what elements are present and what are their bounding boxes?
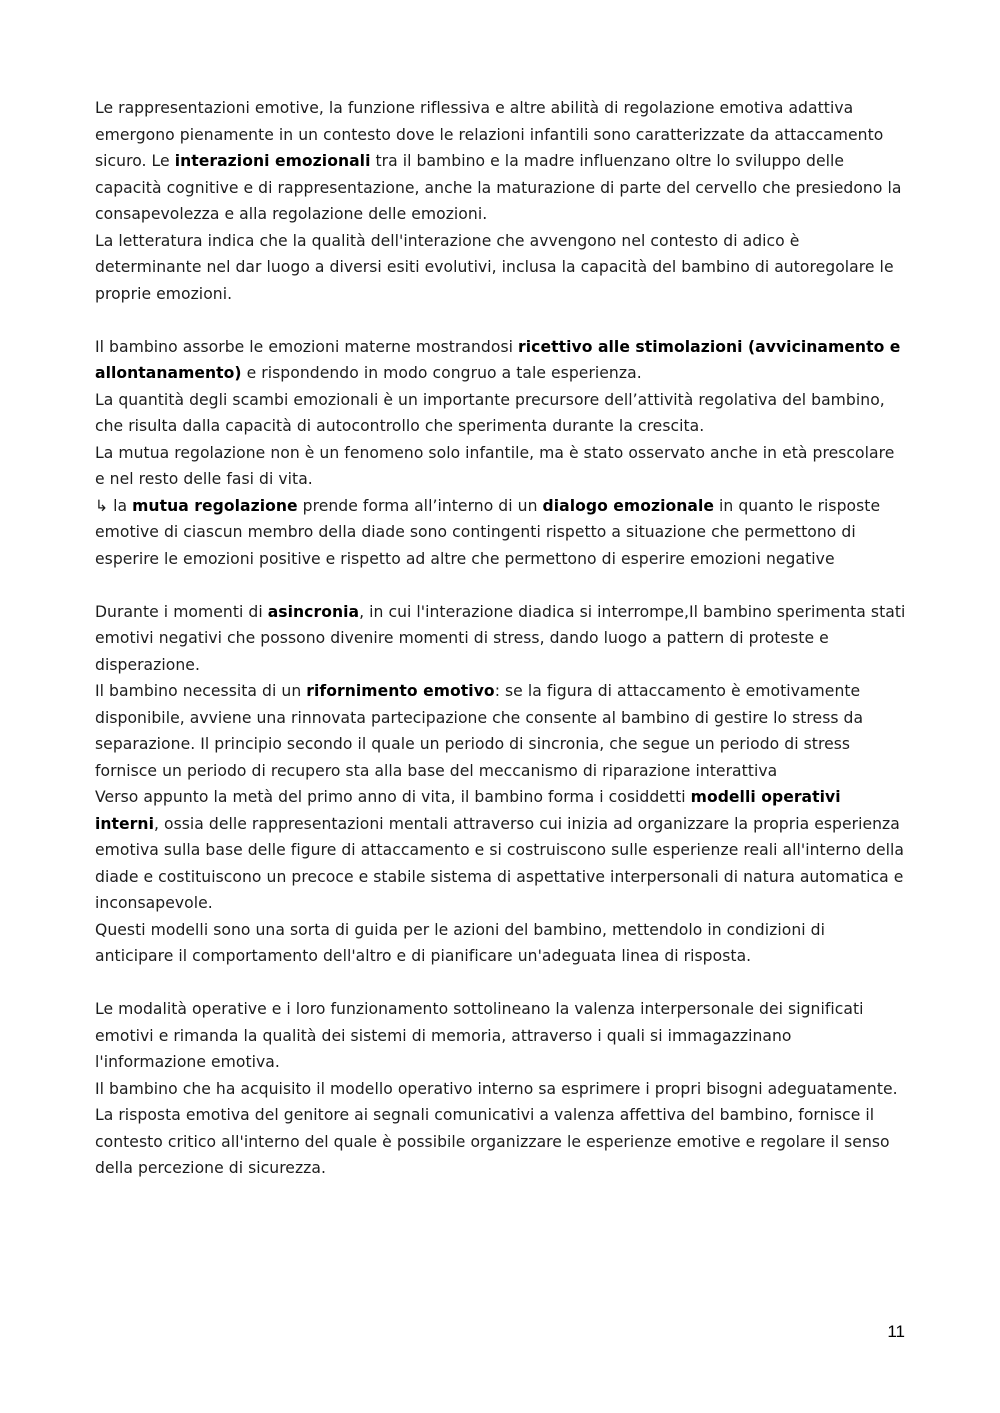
paragraph [95,440,907,493]
page-number: 11 [887,1322,905,1341]
text-run: Le modalità operative e i loro funzionamento sottolineano la valenza interpersonale dei significati emotivi e rimanda la qualità dei sistemi di memoria, attraverso i quali si immagazzinano l'informazione emotiva. [95,1000,864,1071]
bold-term: modelli operativi interni [95,788,841,833]
text-run: prende forma all’interno di un [297,496,543,515]
paragraph [95,334,907,387]
text-run: La risposta emotiva del genitore ai segnali comunicativi a valenza affettiva del bambino, fornisce il contesto critico all'interno del quale è possibile organizzare le esperienze emotive e regolare il senso della percezione di sicurezza. [95,1106,890,1177]
bold-term: dialogo emozionale [542,496,715,515]
text-run: , ossia delle rappresentazioni mentali attraverso cui inizia ad organizzare la propria esperienza emotiva sulla base delle figure di attaccamento e si costruiscono sulle esperienze reali all'interno della diade e costituiscono un precoce e stabile sistema di aspettative interpersonali di natura automatica e inconsapevole. [95,814,905,912]
paragraph [95,95,907,228]
bold-term: asincronia [267,602,360,621]
text-run: La quantità degli scambi emozionali è un importante precursore dell’attività regolativa del bambino, che risulta dalla capacità di autocontrollo che sperimenta durante la crescita. [95,390,885,435]
paragraph [95,784,907,917]
text-run: Il bambino che ha acquisito il modello operativo interno sa esprimere i propri bisogni adeguatamente. [95,1079,898,1098]
paragraph-spacer [95,970,907,997]
paragraph [95,387,907,440]
text-run: e rispondendo in modo congruo a tale esperienza. [241,364,642,382]
paragraph [95,228,907,308]
paragraph [95,1102,907,1182]
text-run: ↳ la [95,496,133,515]
bold-term: ricettivo alle stimolazioni (avvicinamento e allontanamento) [95,337,901,382]
bold-term: mutua regolazione [132,496,298,515]
text-run: Il bambino assorbe le emozioni materne mostrandosi [95,337,519,356]
paragraph [95,996,907,1076]
text-run: , in cui l'interazione diadica si interrompe,Il bambino sperimenta stati emotivi negativi che possono divenire momenti di stress, dando luogo a pattern di proteste e disperazione. [95,602,906,674]
bold-term: rifornimento emotivo [306,682,495,700]
paragraph-spacer [95,572,907,599]
text-run: Questi modelli sono una sorta di guida per le azioni del bambino, mettendolo in condizioni di anticipare il comportamento dell'altro e di pianificare un'adeguata linea di risposta. [95,920,825,965]
document-body [95,95,907,1182]
text-run: tra il bambino e la madre influenzano oltre lo sviluppo delle capacità cognitive e di rappresentazione, anche la maturazione di parte del cervello che presiedono la consapevolezza e alla regolazione delle emozioni. [95,152,902,223]
bold-term: interazioni emozionali [174,152,371,170]
text-run: Le rappresentazioni emotive, la funzione riflessiva e altre abilità di regolazione emotiva adattiva emergono pienamente in un contesto dove le relazioni infantili sono caratterizzate da attaccamento sicuro. Le [95,99,884,170]
paragraph [95,599,907,679]
text-run: Durante i momenti di [95,602,268,621]
text-run: : se la figura di attaccamento è emotivamente disponibile, avviene una rinnovata partecipazione che consente al bambino di gestire lo stress da separazione. Il principio secondo il quale un periodo di sincronia, che segue un periodo di stress fornisce un periodo di recupero sta alla base del meccanismo di riparazione interattiva [95,682,864,780]
paragraph [95,1076,907,1103]
text-run: La mutua regolazione non è un fenomeno solo infantile, ma è stato osservato anche in età prescolare e nel resto delle fasi di vita. [95,443,895,488]
text-run: La letteratura indica che la qualità dell'interazione che avvengono nel contesto di adico è determinante nel dar luogo a diversi esiti evolutivi, inclusa la capacità del bambino di autoregolare le proprie emozioni. [95,231,894,303]
paragraph [95,678,907,784]
text-run: Il bambino necessita di un [95,682,307,700]
paragraph [95,493,907,573]
paragraph-spacer [95,307,907,334]
text-run: in quanto le risposte emotive di ciascun membro della diade sono contingenti rispetto a situazione che permettono di esperire le emozioni positive e rispetto ad altre che permettono di esperire emozioni negative [95,496,881,568]
paragraph [95,917,907,970]
text-run: Verso appunto la metà del primo anno di vita, il bambino forma i cosiddetti [95,788,691,806]
